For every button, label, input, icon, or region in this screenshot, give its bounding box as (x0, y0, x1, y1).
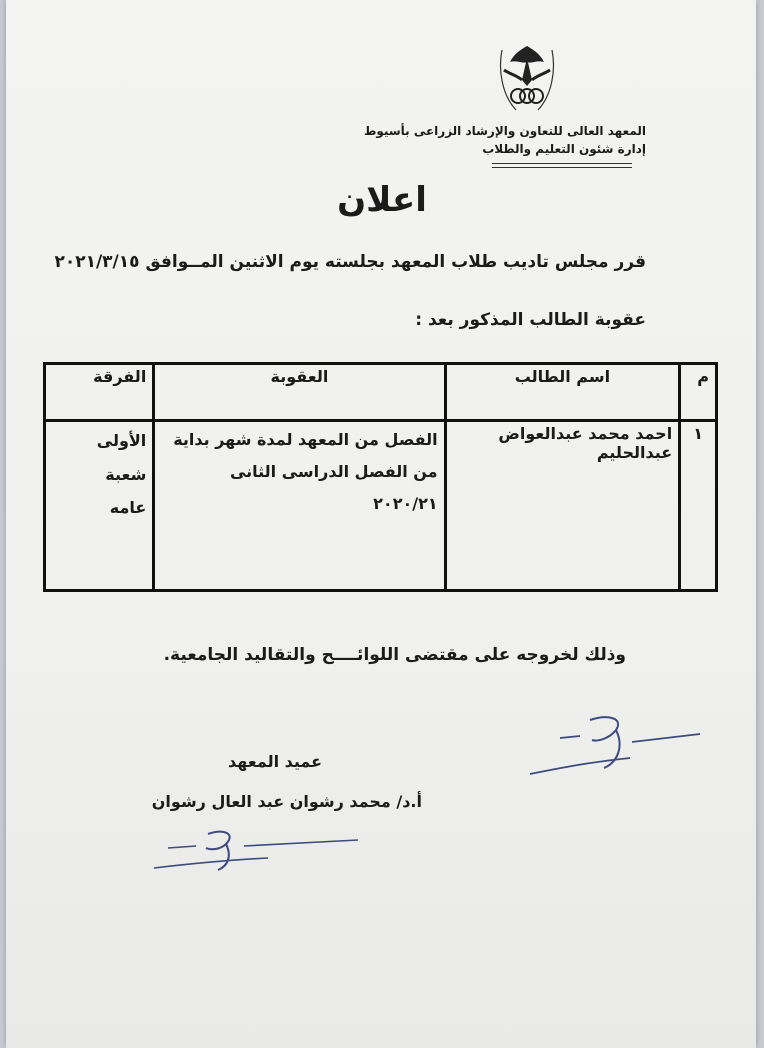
signatory-name: أ.د/ محمد رشوان عبد العال رشوان (151, 792, 422, 811)
table-header-row (45, 364, 717, 421)
intro-text: قرر مجلس تاديب طلاب المعهد بجلسته يوم الاثنين المــوافق ٢٠٢١/٣/١٥ (54, 252, 646, 272)
row-year (45, 421, 154, 591)
header-year: الفرقة (45, 364, 154, 421)
handwritten-signature-left (148, 826, 368, 874)
penalty-table (43, 362, 718, 592)
department-name: إدارة شئون التعليم والطلاب (482, 142, 646, 156)
header-divider (492, 163, 632, 168)
row-penalty-line2: من الفصل الدراسى الثانى ٢٠٢٠/٢١ (229, 462, 438, 513)
subject-text: عقوبة الطالب المذكور بعد : (415, 310, 646, 330)
row-student-name: احمد محمد عبدالعواض عبدالحليم (445, 421, 680, 591)
signatory-title: عميد المعهد (228, 752, 323, 771)
row-index: ١ (680, 421, 717, 591)
closing-text: وذلك لخروجه على مقتضى اللوائــــح والتقاليد الجامعية. (163, 645, 626, 665)
header-penalty: العقوبة (154, 364, 445, 421)
header-student-name: اسم الطالب (445, 364, 680, 421)
row-penalty (154, 421, 445, 591)
row-year-line1: الأولى شعبة (96, 431, 147, 484)
announcement-title: اعلان (337, 180, 427, 220)
row-penalty-line1: الفصل من المعهد لمدة شهر بداية (173, 430, 438, 449)
table-row (45, 421, 717, 591)
institute-name: المعهد العالى للتعاون والإرشاد الزراعى بأسيوط (363, 124, 646, 138)
row-year-line2: عامه (109, 498, 147, 518)
handwritten-signature-right (520, 712, 706, 780)
header-index: م (680, 364, 717, 421)
institute-emblem (492, 40, 562, 120)
